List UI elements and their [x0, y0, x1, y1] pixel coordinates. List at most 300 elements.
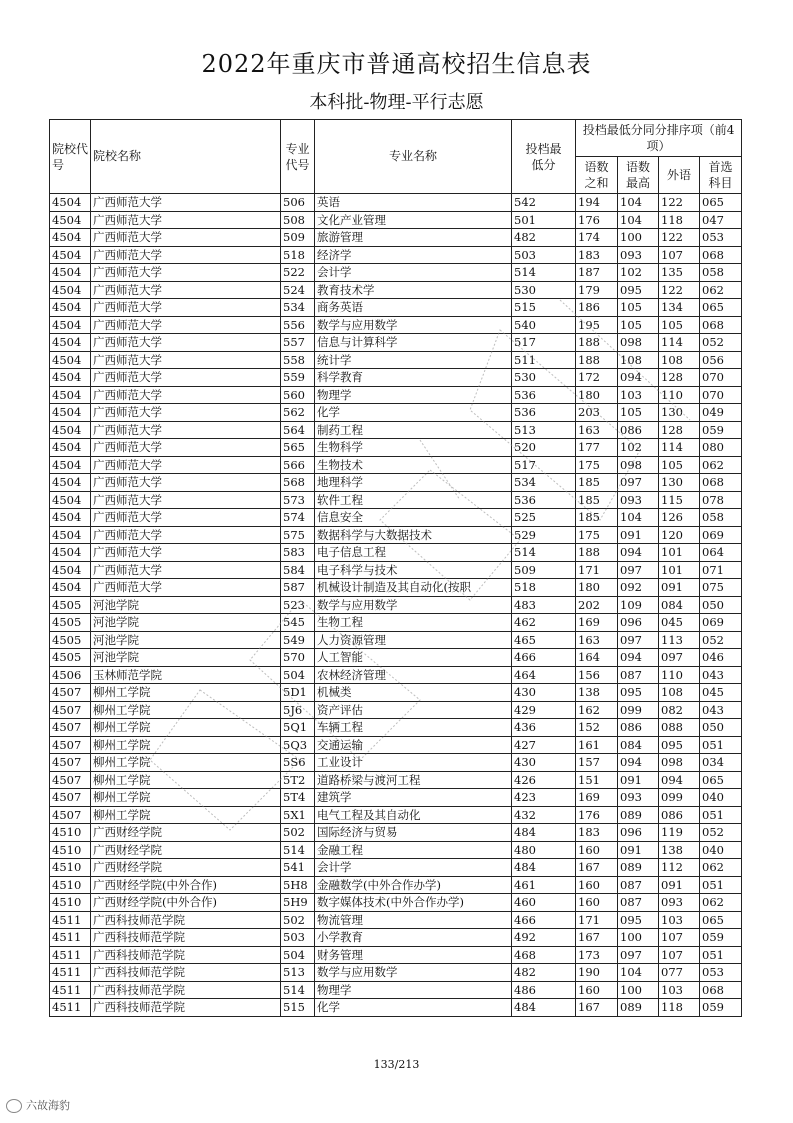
cell-chinese-math-sum: 195: [576, 316, 618, 334]
cell-school-code: 4510: [50, 894, 91, 912]
cell-foreign-language: 107: [659, 929, 700, 947]
cell-major-name: 科学教育: [315, 369, 512, 387]
cell-min-score: 430: [512, 684, 576, 702]
cell-major-name: 国际经济与贸易: [315, 824, 512, 842]
cell-chinese-math-max: 097: [618, 561, 659, 579]
cell-chinese-math-max: 091: [618, 841, 659, 859]
cell-major-name: 物理学: [315, 386, 512, 404]
cell-major-name: 交通运输: [315, 736, 512, 754]
cell-major-code: 541: [281, 859, 315, 877]
cell-school-code: 4507: [50, 789, 91, 807]
cell-preferred-subject: 058: [700, 509, 742, 527]
cell-school-code: 4504: [50, 281, 91, 299]
cell-major-code: 5Q1: [281, 719, 315, 737]
cell-chinese-math-sum: 176: [576, 211, 618, 229]
cell-major-code: 508: [281, 211, 315, 229]
cell-chinese-math-max: 087: [618, 894, 659, 912]
table-row: [50, 281, 742, 299]
cell-chinese-math-max: 086: [618, 719, 659, 737]
site-logo: [6, 1097, 70, 1113]
cell-school-name: 广西师范大学: [91, 404, 281, 422]
cell-foreign-language: 093: [659, 894, 700, 912]
cell-major-name: 道路桥梁与渡河工程: [315, 771, 512, 789]
cell-min-score: 423: [512, 789, 576, 807]
cell-foreign-language: 101: [659, 544, 700, 562]
table-row: [50, 929, 742, 947]
cell-min-score: 486: [512, 981, 576, 999]
cell-preferred-subject: 075: [700, 579, 742, 597]
cell-min-score: 492: [512, 929, 576, 947]
cell-major-name: 地理科学: [315, 474, 512, 492]
cell-min-score: 542: [512, 194, 576, 212]
cell-min-score: 517: [512, 456, 576, 474]
header-sub-chinese-math-sum: 语数之和: [576, 157, 618, 194]
cell-school-name: 广西师范大学: [91, 456, 281, 474]
cell-min-score: 464: [512, 666, 576, 684]
cell-major-code: 584: [281, 561, 315, 579]
cell-min-score: 461: [512, 876, 576, 894]
table-row: [50, 421, 742, 439]
cell-school-name: 广西师范大学: [91, 229, 281, 247]
cell-school-name: 广西财经学院: [91, 841, 281, 859]
cell-school-code: 4507: [50, 701, 91, 719]
cell-foreign-language: 088: [659, 719, 700, 737]
cell-school-code: 4504: [50, 544, 91, 562]
table-row: [50, 596, 742, 614]
cell-school-code: 4510: [50, 824, 91, 842]
cell-chinese-math-sum: 185: [576, 491, 618, 509]
cell-major-name: 信息与计算科学: [315, 334, 512, 352]
cell-foreign-language: 097: [659, 649, 700, 667]
cell-major-name: 物理学: [315, 981, 512, 999]
table-row: [50, 981, 742, 999]
cell-major-code: 574: [281, 509, 315, 527]
cell-min-score: 483: [512, 596, 576, 614]
cell-min-score: 529: [512, 526, 576, 544]
header-sub-foreign-language: 外语: [659, 157, 700, 194]
page-subtitle: 本科批-物理-平行志愿: [309, 92, 484, 113]
cell-school-name: 河池学院: [91, 614, 281, 632]
cell-school-code: 4504: [50, 474, 91, 492]
cell-major-code: 514: [281, 981, 315, 999]
cell-preferred-subject: 034: [700, 754, 742, 772]
cell-school-name: 广西师范大学: [91, 544, 281, 562]
cell-foreign-language: 120: [659, 526, 700, 544]
cell-preferred-subject: 059: [700, 929, 742, 947]
cell-school-name: 广西师范大学: [91, 211, 281, 229]
cell-foreign-language: 118: [659, 211, 700, 229]
cell-major-name: 制药工程: [315, 421, 512, 439]
cell-major-name: 工业设计: [315, 754, 512, 772]
cell-min-score: 429: [512, 701, 576, 719]
cell-min-score: 517: [512, 334, 576, 352]
cell-major-code: 5J6: [281, 701, 315, 719]
cell-foreign-language: 101: [659, 561, 700, 579]
cell-foreign-language: 084: [659, 596, 700, 614]
cell-major-code: 534: [281, 299, 315, 317]
table-row: [50, 946, 742, 964]
table-row: [50, 719, 742, 737]
cell-preferred-subject: 043: [700, 701, 742, 719]
table-row: [50, 754, 742, 772]
cell-chinese-math-max: 097: [618, 631, 659, 649]
cell-major-code: 560: [281, 386, 315, 404]
cell-min-score: 427: [512, 736, 576, 754]
cell-major-name: 电子科学与技术: [315, 561, 512, 579]
cell-chinese-math-max: 098: [618, 334, 659, 352]
table-row: [50, 544, 742, 562]
table-row: [50, 351, 742, 369]
cell-major-name: 机械类: [315, 684, 512, 702]
cell-preferred-subject: 071: [700, 561, 742, 579]
cell-foreign-language: 130: [659, 404, 700, 422]
cell-school-name: 广西师范大学: [91, 351, 281, 369]
cell-major-name: 农林经济管理: [315, 666, 512, 684]
cell-school-code: 4510: [50, 876, 91, 894]
cell-preferred-subject: 051: [700, 736, 742, 754]
cell-min-score: 511: [512, 351, 576, 369]
cell-school-code: 4511: [50, 911, 91, 929]
cell-school-name: 广西师范大学: [91, 386, 281, 404]
table-row: [50, 386, 742, 404]
cell-chinese-math-sum: 203: [576, 404, 618, 422]
table-row: [50, 316, 742, 334]
cell-major-name: 车辆工程: [315, 719, 512, 737]
cell-major-code: 502: [281, 911, 315, 929]
cell-preferred-subject: 068: [700, 246, 742, 264]
table-row: [50, 614, 742, 632]
cell-school-name: 柳州工学院: [91, 771, 281, 789]
cell-chinese-math-sum: 163: [576, 421, 618, 439]
cell-chinese-math-sum: 179: [576, 281, 618, 299]
cell-chinese-math-sum: 175: [576, 526, 618, 544]
table-row: [50, 229, 742, 247]
cell-preferred-subject: 068: [700, 474, 742, 492]
cell-chinese-math-sum: 167: [576, 999, 618, 1017]
cell-school-name: 广西科技师范学院: [91, 981, 281, 999]
cell-school-name: 广西师范大学: [91, 421, 281, 439]
cell-min-score: 530: [512, 281, 576, 299]
cell-school-name: 广西师范大学: [91, 246, 281, 264]
cell-foreign-language: 122: [659, 229, 700, 247]
cell-major-name: 文化产业管理: [315, 211, 512, 229]
cell-school-name: 广西财经学院: [91, 859, 281, 877]
cell-chinese-math-sum: 163: [576, 631, 618, 649]
cell-preferred-subject: 065: [700, 911, 742, 929]
cell-chinese-math-sum: 160: [576, 876, 618, 894]
table-row: [50, 894, 742, 912]
cell-chinese-math-max: 094: [618, 544, 659, 562]
cell-major-name: 会计学: [315, 264, 512, 282]
cell-min-score: 482: [512, 964, 576, 982]
cell-school-code: 4505: [50, 596, 91, 614]
cell-min-score: 501: [512, 211, 576, 229]
cell-school-name: 广西科技师范学院: [91, 929, 281, 947]
cell-min-score: 460: [512, 894, 576, 912]
cell-preferred-subject: 053: [700, 229, 742, 247]
cell-chinese-math-sum: 138: [576, 684, 618, 702]
cell-major-code: 515: [281, 999, 315, 1017]
cell-major-code: 565: [281, 439, 315, 457]
cell-chinese-math-max: 103: [618, 386, 659, 404]
cell-chinese-math-sum: 188: [576, 334, 618, 352]
cell-chinese-math-sum: 183: [576, 246, 618, 264]
cell-major-code: 587: [281, 579, 315, 597]
cell-school-name: 广西师范大学: [91, 579, 281, 597]
cell-school-name: 柳州工学院: [91, 719, 281, 737]
cell-chinese-math-max: 093: [618, 789, 659, 807]
cell-chinese-math-sum: 190: [576, 964, 618, 982]
cell-chinese-math-sum: 175: [576, 456, 618, 474]
cell-preferred-subject: 051: [700, 946, 742, 964]
cell-major-code: 575: [281, 526, 315, 544]
cell-chinese-math-max: 096: [618, 614, 659, 632]
cell-min-score: 480: [512, 841, 576, 859]
table-row: [50, 701, 742, 719]
cell-school-name: 广西师范大学: [91, 334, 281, 352]
cell-foreign-language: 103: [659, 911, 700, 929]
cell-foreign-language: 112: [659, 859, 700, 877]
cell-preferred-subject: 050: [700, 596, 742, 614]
cell-school-name: 广西财经学院(中外合作): [91, 894, 281, 912]
cell-min-score: 432: [512, 806, 576, 824]
cell-major-code: 522: [281, 264, 315, 282]
cell-chinese-math-max: 102: [618, 264, 659, 282]
cell-chinese-math-sum: 174: [576, 229, 618, 247]
cell-min-score: 520: [512, 439, 576, 457]
cell-chinese-math-max: 100: [618, 929, 659, 947]
cell-major-code: 556: [281, 316, 315, 334]
cell-major-name: 人工智能: [315, 649, 512, 667]
cell-chinese-math-max: 109: [618, 596, 659, 614]
cell-foreign-language: 114: [659, 334, 700, 352]
cell-major-name: 化学: [315, 999, 512, 1017]
cell-school-name: 广西科技师范学院: [91, 946, 281, 964]
cell-preferred-subject: 049: [700, 404, 742, 422]
cell-preferred-subject: 059: [700, 421, 742, 439]
cell-foreign-language: 108: [659, 684, 700, 702]
cell-chinese-math-max: 104: [618, 509, 659, 527]
cell-chinese-math-sum: 185: [576, 509, 618, 527]
cell-major-name: 信息安全: [315, 509, 512, 527]
cell-school-name: 河池学院: [91, 596, 281, 614]
cell-preferred-subject: 065: [700, 194, 742, 212]
cell-major-code: 570: [281, 649, 315, 667]
cell-school-code: 4504: [50, 526, 91, 544]
cell-school-name: 广西师范大学: [91, 281, 281, 299]
cell-foreign-language: 098: [659, 754, 700, 772]
cell-school-name: 广西师范大学: [91, 316, 281, 334]
cell-min-score: 518: [512, 579, 576, 597]
cell-preferred-subject: 046: [700, 649, 742, 667]
table-row: [50, 964, 742, 982]
cell-school-code: 4504: [50, 579, 91, 597]
cell-major-name: 电气工程及其自动化: [315, 806, 512, 824]
cell-chinese-math-max: 087: [618, 666, 659, 684]
cell-min-score: 540: [512, 316, 576, 334]
table-body: [50, 194, 742, 1017]
cell-chinese-math-max: 091: [618, 526, 659, 544]
table-row: [50, 369, 742, 387]
table-row: [50, 999, 742, 1017]
cell-major-code: 573: [281, 491, 315, 509]
cell-foreign-language: 126: [659, 509, 700, 527]
table-row: [50, 771, 742, 789]
cell-chinese-math-max: 095: [618, 911, 659, 929]
header-major-code: 专业代号: [281, 120, 315, 194]
cell-major-name: 金融数学(中外合作办学): [315, 876, 512, 894]
cell-major-name: 化学: [315, 404, 512, 422]
cell-school-code: 4511: [50, 946, 91, 964]
cell-chinese-math-sum: 162: [576, 701, 618, 719]
table-row: [50, 334, 742, 352]
cell-school-name: 广西师范大学: [91, 264, 281, 282]
cell-school-code: 4507: [50, 771, 91, 789]
cell-preferred-subject: 051: [700, 876, 742, 894]
cell-major-name: 生物科学: [315, 439, 512, 457]
cell-chinese-math-max: 108: [618, 351, 659, 369]
cell-major-code: 559: [281, 369, 315, 387]
cell-preferred-subject: 043: [700, 666, 742, 684]
cell-chinese-math-sum: 185: [576, 474, 618, 492]
cell-school-code: 4504: [50, 404, 91, 422]
cell-chinese-math-sum: 164: [576, 649, 618, 667]
table-row: [50, 246, 742, 264]
cell-foreign-language: 108: [659, 351, 700, 369]
cell-school-code: 4507: [50, 736, 91, 754]
cell-school-code: 4507: [50, 806, 91, 824]
cell-school-code: 4511: [50, 999, 91, 1017]
cell-major-name: 数据科学与大数据技术: [315, 526, 512, 544]
logo-icon: [6, 1099, 22, 1113]
header-school-name: 院校名称: [91, 120, 281, 194]
cell-major-code: 5T2: [281, 771, 315, 789]
cell-min-score: 509: [512, 561, 576, 579]
cell-school-code: 4504: [50, 561, 91, 579]
cell-chinese-math-sum: 160: [576, 981, 618, 999]
cell-major-name: 数学与应用数学: [315, 316, 512, 334]
cell-chinese-math-max: 100: [618, 229, 659, 247]
cell-major-name: 生物技术: [315, 456, 512, 474]
cell-chinese-math-sum: 173: [576, 946, 618, 964]
cell-min-score: 466: [512, 911, 576, 929]
cell-chinese-math-sum: 177: [576, 439, 618, 457]
cell-school-name: 广西师范大学: [91, 491, 281, 509]
cell-min-score: 534: [512, 474, 576, 492]
cell-chinese-math-max: 097: [618, 946, 659, 964]
cell-school-name: 柳州工学院: [91, 806, 281, 824]
cell-chinese-math-max: 104: [618, 211, 659, 229]
cell-school-code: 4504: [50, 386, 91, 404]
cell-preferred-subject: 064: [700, 544, 742, 562]
table-row: [50, 526, 742, 544]
cell-foreign-language: 091: [659, 579, 700, 597]
cell-major-code: 568: [281, 474, 315, 492]
cell-major-code: 562: [281, 404, 315, 422]
cell-chinese-math-sum: 151: [576, 771, 618, 789]
cell-min-score: 515: [512, 299, 576, 317]
cell-chinese-math-max: 093: [618, 246, 659, 264]
cell-preferred-subject: 047: [700, 211, 742, 229]
cell-chinese-math-sum: 183: [576, 824, 618, 842]
cell-major-name: 生物工程: [315, 614, 512, 632]
cell-foreign-language: 114: [659, 439, 700, 457]
cell-preferred-subject: 065: [700, 771, 742, 789]
cell-preferred-subject: 040: [700, 789, 742, 807]
cell-preferred-subject: 080: [700, 439, 742, 457]
cell-preferred-subject: 062: [700, 894, 742, 912]
cell-school-code: 4504: [50, 351, 91, 369]
cell-school-name: 广西师范大学: [91, 526, 281, 544]
cell-foreign-language: 107: [659, 946, 700, 964]
cell-foreign-language: 115: [659, 491, 700, 509]
cell-chinese-math-sum: 169: [576, 789, 618, 807]
cell-chinese-math-max: 089: [618, 859, 659, 877]
cell-school-code: 4504: [50, 194, 91, 212]
cell-school-code: 4511: [50, 981, 91, 999]
cell-chinese-math-max: 093: [618, 491, 659, 509]
cell-school-code: 4504: [50, 299, 91, 317]
table-row: [50, 911, 742, 929]
cell-preferred-subject: 062: [700, 859, 742, 877]
cell-min-score: 468: [512, 946, 576, 964]
cell-preferred-subject: 052: [700, 631, 742, 649]
cell-chinese-math-max: 086: [618, 421, 659, 439]
cell-foreign-language: 119: [659, 824, 700, 842]
cell-school-code: 4504: [50, 439, 91, 457]
cell-chinese-math-max: 104: [618, 194, 659, 212]
cell-min-score: 484: [512, 859, 576, 877]
cell-chinese-math-max: 099: [618, 701, 659, 719]
cell-school-code: 4505: [50, 614, 91, 632]
cell-school-name: 河池学院: [91, 631, 281, 649]
cell-major-name: 数字媒体技术(中外合作办学): [315, 894, 512, 912]
cell-min-score: 536: [512, 386, 576, 404]
cell-preferred-subject: 069: [700, 526, 742, 544]
cell-foreign-language: 107: [659, 246, 700, 264]
table-row: [50, 194, 742, 212]
cell-preferred-subject: 062: [700, 456, 742, 474]
cell-chinese-math-max: 105: [618, 299, 659, 317]
cell-school-name: 广西财经学院: [91, 824, 281, 842]
cell-school-name: 广西科技师范学院: [91, 999, 281, 1017]
cell-major-name: 英语: [315, 194, 512, 212]
cell-preferred-subject: 068: [700, 981, 742, 999]
cell-chinese-math-max: 095: [618, 684, 659, 702]
cell-major-code: 564: [281, 421, 315, 439]
cell-chinese-math-max: 098: [618, 456, 659, 474]
cell-chinese-math-sum: 161: [576, 736, 618, 754]
cell-major-code: 566: [281, 456, 315, 474]
cell-preferred-subject: 050: [700, 719, 742, 737]
cell-major-code: 518: [281, 246, 315, 264]
cell-chinese-math-max: 089: [618, 999, 659, 1017]
cell-major-name: 人力资源管理: [315, 631, 512, 649]
table-row: [50, 211, 742, 229]
cell-chinese-math-sum: 152: [576, 719, 618, 737]
cell-chinese-math-max: 100: [618, 981, 659, 999]
cell-chinese-math-sum: 176: [576, 806, 618, 824]
table-row: [50, 264, 742, 282]
cell-school-code: 4504: [50, 509, 91, 527]
cell-major-name: 资产评估: [315, 701, 512, 719]
cell-chinese-math-sum: 172: [576, 369, 618, 387]
cell-chinese-math-sum: 188: [576, 351, 618, 369]
table-row: [50, 631, 742, 649]
cell-school-name: 广西科技师范学院: [91, 911, 281, 929]
table-row: [50, 439, 742, 457]
table-row: [50, 666, 742, 684]
